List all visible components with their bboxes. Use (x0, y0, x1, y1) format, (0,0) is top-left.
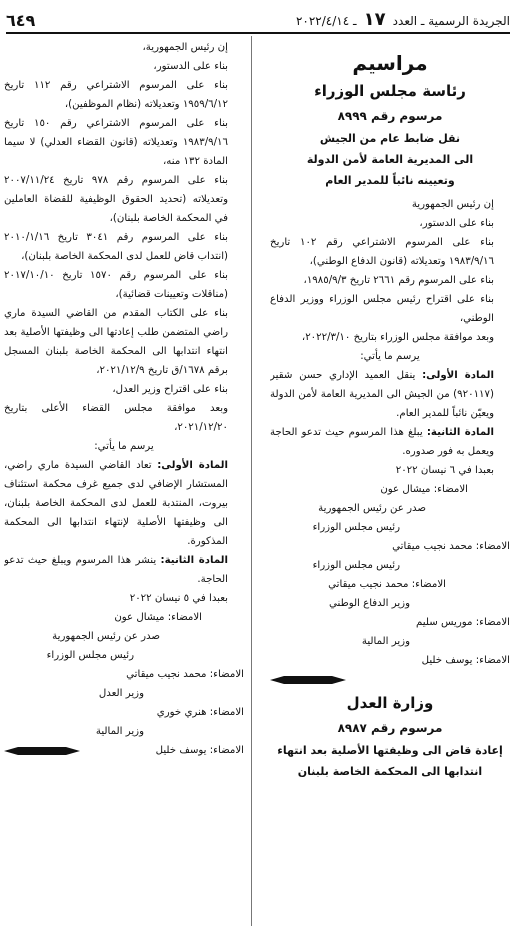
article-text: ينشر هذا المرسوم ويبلغ حيث تدعو الحاجة. (4, 555, 228, 585)
issue-place-date: بعبدا في ٦ نيسان ٢٠٢٢ (395, 465, 494, 476)
preamble-line: بناء على اقتراح رئيس مجلس الوزراء ووزير الدفاع الوطني، (270, 294, 494, 324)
article-2 (270, 423, 510, 461)
decree-number: مرسوم رقم ٨٩٩٩ (337, 109, 443, 123)
preamble-line: بناء على المرسوم رقم ١٥٧٠ تاريخ ٢٠١٧/١٠/١٠ (مناقلات وتعيينات قضائية)، (4, 270, 229, 300)
ministry-heading: وزارة العدل (346, 694, 434, 712)
decrees-line: يرسم ما يأتي: (94, 441, 154, 452)
article-text: ينقل العميد الإداري حسن شقير (٩٢٠١١٧) من الجيش الى المديرية العامة لأمن الدولة ويعيّن نائباً للمدير العام. (270, 370, 494, 419)
article-text: يبلغ هذا المرسوم حيث تدعو الحاجة ويعمل به فور صدوره. (270, 427, 494, 457)
decree-subject-line: نقل ضابط عام من الجيش (319, 132, 461, 145)
president-signature: الامضاء: ميشال عون (114, 612, 202, 623)
justice-minister-title: وزير العدل (98, 688, 144, 699)
article-1 (4, 456, 244, 551)
decree-subject-line: انتدابها الى المحكمة الخاصة بلبنان (297, 765, 483, 778)
preamble-line: بناء على الدستور، (153, 61, 228, 72)
preamble-line: بناء على المرسوم رقم ٩٧٨ تاريخ ٢٠٠٧/١١/٢٤ وتعديلاته (تحديد الحقوق الوظيفية للقضاة العاملين في المحكمة الخاصة بلبنان)، (4, 175, 228, 224)
preamble-line: إن رئيس الجمهورية، (142, 42, 228, 53)
right-column (270, 38, 510, 934)
article-label: المادة الثانية: (426, 427, 494, 438)
preamble-line: وبعد موافقة مجلس القضاء الأعلى بتاريخ ٢٠٢١/١٢/٢٠، (4, 403, 228, 433)
issued-by: صدر عن رئيس الجمهورية (318, 503, 426, 514)
preamble-line: إن رئيس الجمهورية (411, 199, 494, 210)
preamble-line: بناء على المرسوم الاشتراعي رقم ١١٢ تاريخ ١٩٥٩/٦/١٢ وتعديلاته (نظام الموظفين)، (4, 80, 228, 110)
article-text: تعاد القاضي السيدة ماري راضي، المستشار الإضافي لدى جميع غرف محكمة استئناف بيروت، المنتدبة للعمل لدى المحكمة الخاصة بلبنان، الى وظيفتها الأصلية لإنتهاء انتدابها الى المحكمة المذكورة. (4, 460, 228, 547)
preamble-line: بناء على المرسوم الاشتراعي رقم ١٥٠ تاريخ ١٩٨٣/٩/١٦ وتعديلاته (قانون القضاء العدلي) لا سيما المادة ١٣٢ منه، (4, 118, 228, 167)
preamble-line: بناء على المرسوم رقم ٢٦٦١ تاريخ ١٩٨٥/٩/٣، (303, 275, 494, 286)
decree-subject-line: الى المديرية العامة لأمن الدولة (306, 153, 474, 166)
decree-number: مرسوم رقم ٨٩٨٧ (337, 721, 443, 735)
pm-signature: الامضاء: محمد نجيب ميقاتي (328, 579, 446, 590)
issue-date: ـ ٢٠٢٢/٤/١٤ (295, 14, 357, 28)
pm-signature: الامضاء: محمد نجيب ميقاتي (392, 541, 510, 552)
pm-signature: الامضاء: محمد نجيب ميقاتي (126, 669, 244, 680)
pm-title: رئيس مجلس الوزراء (46, 650, 134, 661)
finance-minister-title: وزير المالية (361, 636, 410, 647)
pm-title: رئيس مجلس الوزراء (312, 560, 400, 571)
issue-place-date: بعبدا في ٥ نيسان ٢٠٢٢ (129, 593, 228, 604)
article-label: المادة الثانية: (160, 555, 228, 566)
article-2 (4, 551, 244, 589)
defense-minister-signature: الامضاء: موريس سليم (416, 617, 510, 628)
decree-subject-line: إعادة قاض الى وظيفتها الأصلية بعد انتهاء (277, 744, 503, 757)
preamble-line: بناء على الدستور، (419, 218, 494, 229)
preamble-line: وبعد موافقة مجلس الوزراء بتاريخ ٢٠٢٢/٣/١٠، (301, 332, 494, 343)
finance-signature-text: الامضاء: يوسف خليل (155, 745, 244, 756)
separator-ornament (4, 745, 80, 757)
page-number: ٦٤٩ (6, 11, 36, 30)
article-1 (270, 366, 510, 423)
justice-minister-signature: الامضاء: هنري خوري (156, 707, 244, 718)
finance-minister-signature: الامضاء: يوسف خليل (421, 655, 510, 666)
issued-by: صدر عن رئيس الجمهورية (52, 631, 160, 642)
finance-minister-title: وزير المالية (95, 726, 144, 737)
authority-heading: رئاسة مجلس الوزراء (314, 82, 466, 100)
preamble-line: بناء على اقتراح وزير العدل، (112, 384, 228, 395)
section-title: مراسيم (352, 51, 428, 75)
separator-ornament (270, 674, 510, 686)
issue-number: ١٧ (363, 9, 386, 30)
president-signature: الامضاء: ميشال عون (380, 484, 468, 495)
column-divider (251, 36, 252, 926)
pm-title: رئيس مجلس الوزراء (312, 522, 400, 533)
gazette-name: الجريدة الرسمية ـ العدد (392, 14, 510, 28)
defense-minister-title: وزير الدفاع الوطني (329, 598, 410, 609)
preamble-line: بناء على المرسوم الاشتراعي رقم ١٠٢ تاريخ ١٩٨٣/٩/١٦ وتعديلاته (قانون الدفاع الوطني)، (270, 237, 494, 267)
gazette-title (296, 9, 510, 30)
article-label: المادة الأولى: (157, 460, 228, 471)
page-header (6, 6, 510, 34)
left-column (4, 38, 244, 934)
preamble-line: بناء على الكتاب المقدم من القاضي السيدة ماري راضي المتضمن طلب إعادتها الى وظيفتها الأصلية بعد انتهاء انتدابها الى المحكمة الخاصة بلبنان المسجل برقم ١٦٧٨/ق تاريخ ٢٠٢١/١٢/٩، (4, 308, 228, 376)
preamble-line: بناء على المرسوم رقم ٣٠٤١ تاريخ ٢٠١٠/١/١٦ (انتداب قاض للعمل لدى المحكمة الخاصة بلبنان)، (4, 232, 228, 262)
decree-subject-line: وتعيينه نائباً للمدير العام (325, 174, 455, 187)
article-label: المادة الأولى: (422, 370, 494, 381)
decrees-line: يرسم ما يأتي: (360, 351, 420, 362)
finance-minister-signature (4, 741, 244, 760)
